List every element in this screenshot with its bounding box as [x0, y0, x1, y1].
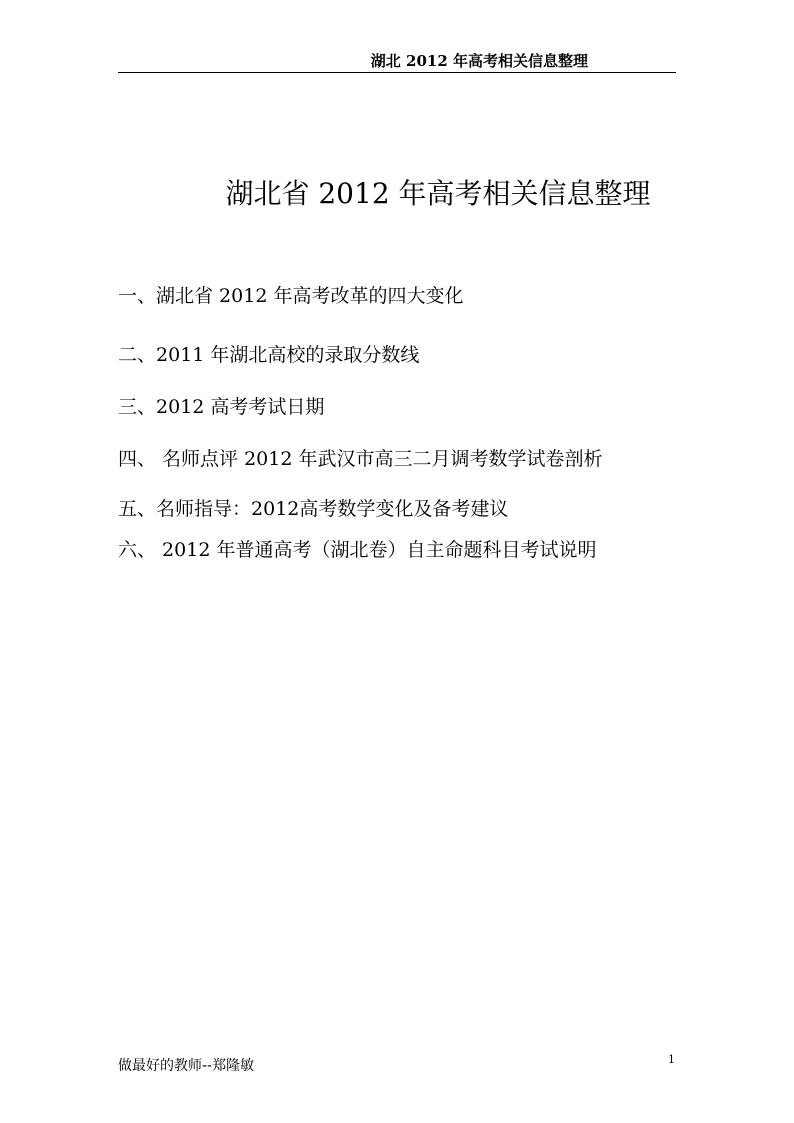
toc-item-text: 2011 年湖北高校的录取分数线	[156, 344, 420, 366]
toc-item-5	[118, 494, 508, 521]
toc-item-1	[118, 281, 463, 308]
toc-item-text: 2012 年普通高考（湖北卷）自主命题科目考试说明	[156, 539, 597, 561]
toc-item-number: 四、	[118, 448, 157, 470]
page-header	[118, 48, 676, 73]
toc-item-6	[118, 535, 596, 562]
toc-item-text: 2012 高考考试日期	[156, 396, 325, 418]
toc-item-number: 五、	[118, 498, 157, 520]
toc-item-4	[118, 444, 603, 471]
toc-item-number: 二、	[118, 344, 157, 366]
toc-item-text: 名师点评 2012 年武汉市高三二月调考数学试卷剖析	[156, 448, 603, 470]
toc-item-number: 一、	[118, 285, 157, 307]
document-title: 湖北省 2012 年高考相关信息整理	[225, 177, 651, 210]
toc-item-number: 三、	[118, 396, 157, 418]
header-text: 湖北 2012 年高考相关信息整理	[370, 52, 588, 70]
toc-item-text: 湖北省 2012 年高考改革的四大变化	[156, 285, 464, 307]
footer-author: 做最好的教师--郑隆敏	[118, 1058, 255, 1074]
toc-item-number: 六、	[118, 539, 157, 561]
toc-item-2	[118, 340, 419, 367]
toc-item-3	[118, 392, 324, 419]
toc-item-text: 名师指导：2012高考数学变化及备考建议	[156, 498, 509, 520]
page-number: 1	[668, 1053, 675, 1066]
